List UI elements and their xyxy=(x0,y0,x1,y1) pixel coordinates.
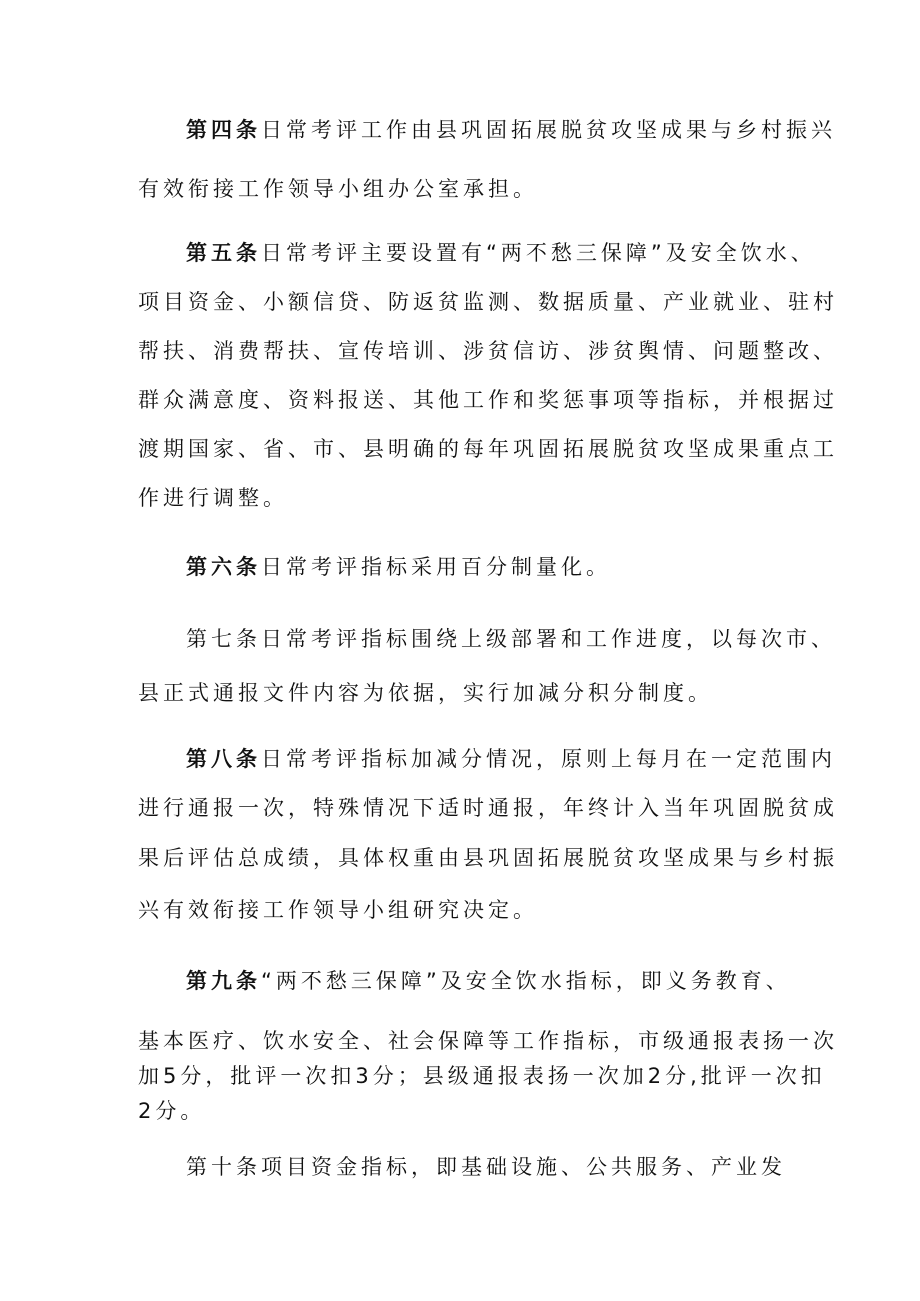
article-9-line-2: 基本医疗、饮水安全、社会保障等工作指标，市级通报表扬一次 xyxy=(138,1029,838,1053)
article-6-line-1 xyxy=(186,552,611,582)
article-5-text-1: 日常考评主要设置有“两不愁三保障”及安全饮水、 xyxy=(261,241,816,265)
article-8-line-4: 兴有效衔接工作领导小组研究决定。 xyxy=(138,898,538,922)
article-5-label: 第五条 xyxy=(186,241,261,265)
article-5-line-4: 群众满意度、资料报送、其他工作和奖惩事项等指标，并根据过 xyxy=(138,388,838,412)
article-9-line-1 xyxy=(186,966,791,996)
article-8-line-2: 进行通报一次，特殊情况下适时通报，年终计入当年巩固脱贫成 xyxy=(138,796,838,820)
article-7-line-2: 县正式通报文件内容为依据，实行加减分积分制度。 xyxy=(138,681,713,705)
article-7-text-1: 日常考评指标围绕上级部署和工作进度，以每次市、 xyxy=(261,627,836,651)
article-9-label: 第九条 xyxy=(186,969,261,993)
article-7-line-1 xyxy=(186,624,836,654)
article-4-label: 第四条 xyxy=(186,118,261,142)
article-5-line-6: 作进行调整。 xyxy=(138,486,288,510)
article-6-label: 第六条 xyxy=(186,555,261,579)
article-5-line-3: 帮扶、消费帮扶、宣传培训、涉贫信访、涉贫舆情、问题整改、 xyxy=(138,339,838,363)
article-9-line-4: 2分。 xyxy=(138,1099,206,1123)
article-10-label: 第十条 xyxy=(186,1155,261,1179)
article-8-line-1 xyxy=(186,744,836,774)
article-5-line-1 xyxy=(186,238,816,268)
article-5-line-2: 项目资金、小额信贷、防返贫监测、数据质量、产业就业、驻村 xyxy=(138,290,838,314)
article-7-label: 第七条 xyxy=(186,627,261,651)
article-8-line-3: 果后评估总成绩，具体权重由县巩固拓展脱贫攻坚成果与乡村振 xyxy=(138,846,838,870)
article-4-text-1: 日常考评工作由县巩固拓展脱贫攻坚成果与乡村振兴 xyxy=(261,118,836,142)
article-10-text-1: 项目资金指标，即基础设施、公共服务、产业发 xyxy=(261,1155,786,1179)
article-8-text-1: 日常考评指标加减分情况，原则上每月在一定范围内 xyxy=(261,747,836,771)
article-8-label: 第八条 xyxy=(186,747,261,771)
article-9-text-1: “两不愁三保障”及安全饮水指标，即义务教育、 xyxy=(261,969,791,993)
article-4-line-2: 有效衔接工作领导小组办公室承担。 xyxy=(138,177,538,201)
article-4-line-1 xyxy=(186,115,836,145)
article-5-line-5: 渡期国家、省、市、县明确的每年巩固拓展脱贫攻坚成果重点工 xyxy=(138,437,838,461)
article-9-line-3: 加5分，批评一次扣3分；县级通报表扬一次加2分,批评一次扣 xyxy=(138,1064,826,1088)
article-6-text-1: 日常考评指标采用百分制量化。 xyxy=(261,555,611,579)
article-10-line-1 xyxy=(186,1152,786,1182)
